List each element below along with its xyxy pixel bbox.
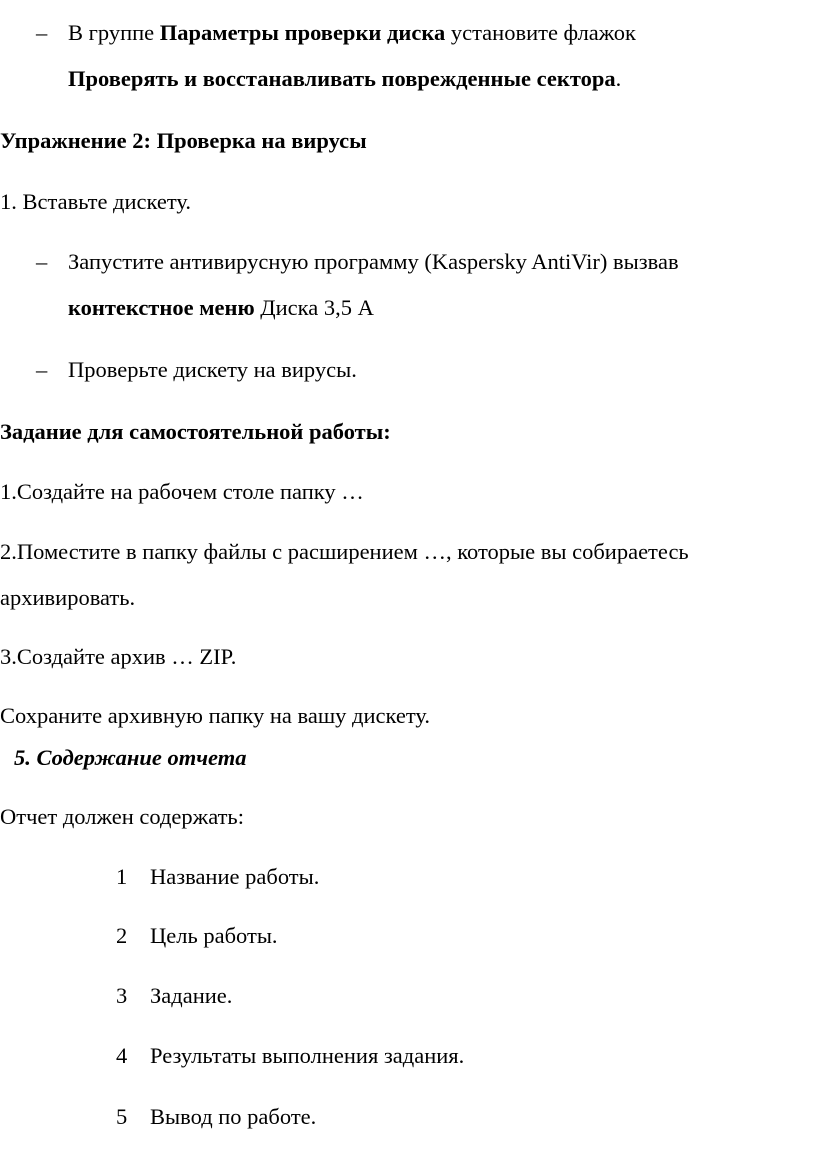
list-item-text: Задание.: [150, 983, 233, 1008]
self-work-item2-line1: 2.Поместите в папку файлы с расширением …, которые вы собираетесь: [0, 539, 689, 564]
list-item-text: Вывод по работе.: [150, 1104, 317, 1129]
report-intro: Отчет должен содержать:: [0, 804, 244, 829]
list-item-number: 3: [116, 983, 128, 1008]
exercise2-heading: Упражнение 2: Проверка на вирусы: [0, 128, 367, 153]
bullet-dash: –: [36, 249, 48, 274]
group-name: Параметры проверки диска: [159, 20, 446, 45]
list-item-text: Результаты выполнения задания.: [150, 1043, 465, 1068]
step-middle: установите флажок: [445, 20, 636, 45]
bullet-dash: –: [36, 20, 48, 45]
self-work-save: Сохраните архивную папку на вашу дискету.: [0, 703, 431, 728]
step-run-rest: Диска 3,5 А: [254, 295, 374, 320]
context-menu-term: контекстное меню: [68, 295, 255, 320]
self-work-item2-line2: архивировать.: [0, 585, 136, 610]
list-item-number: 4: [116, 1043, 128, 1068]
exercise2-step1: 1. Вставьте дискету.: [0, 189, 192, 214]
step-run-antivirus-line2: [68, 293, 374, 323]
list-item-text: Название работы.: [150, 864, 320, 889]
step-choose-group-line2: [68, 64, 621, 94]
list-item-number: 1: [116, 864, 128, 889]
step-prefix: В группе: [68, 20, 160, 45]
step-choose-group-line1: [68, 18, 636, 48]
self-work-item3: 3.Создайте архив … ZIP.: [0, 644, 237, 669]
self-work-heading: Задание для самостоятельной работы:: [0, 419, 391, 444]
report-heading: 5. Содержание отчета: [14, 745, 247, 770]
list-item-number: 5: [116, 1104, 128, 1129]
bullet-dash: –: [36, 357, 48, 382]
checkbox-label: Проверять и восстанавливать поврежденные сектора: [68, 66, 616, 91]
step-end: .: [615, 66, 622, 91]
step-check-viruses: Проверьте дискету на вирусы.: [68, 357, 357, 382]
self-work-item1: 1.Создайте на рабочем столе папку …: [0, 479, 364, 504]
list-item-text: Цель работы.: [150, 923, 278, 948]
list-item-number: 2: [116, 923, 128, 948]
step-run-antivirus-line1: Запустите антивирусную программу (Kaspersky AntiVir) вызвав: [68, 249, 679, 274]
